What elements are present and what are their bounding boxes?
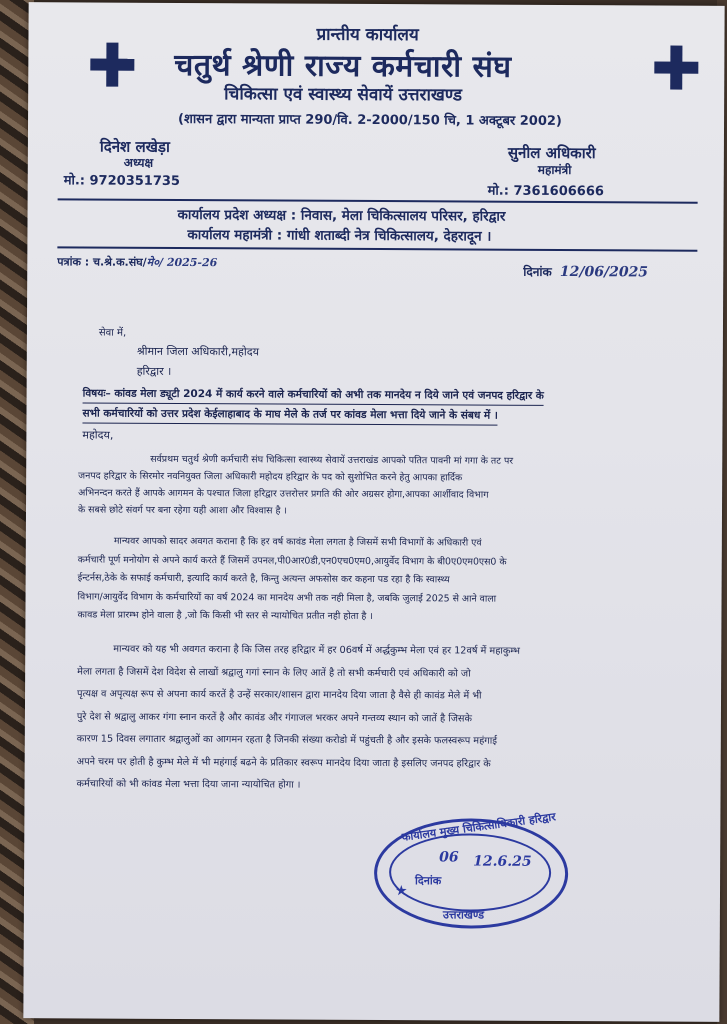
letter-number-label: पत्रांक : च.श्रे.क.संघ/	[57, 255, 147, 269]
org-name: चतुर्थ श्रेणी राज्य कर्मचारी संघ	[174, 47, 512, 85]
secretary-role: महामंत्री	[537, 162, 572, 178]
office-president-address: कार्यालय प्रदेश अध्यक्ष : निवास, मेला चिकित्सालय परिसर, हरिद्वार	[177, 206, 506, 225]
medical-cross-icon-left	[90, 43, 134, 87]
letter-number	[57, 254, 217, 270]
stamp-star-icon: ★	[394, 883, 408, 900]
date-label: दिनांक	[523, 264, 552, 279]
para2-line: कावड मेला प्रारम्भ होने वाला है ,जो कि किसी भी स्तर से न्यायोचित प्रतीत नही होता है ।	[77, 609, 373, 622]
stamp-dinank-label: दिनांक	[415, 874, 442, 888]
para2-line: विभाग/आयुर्वेद विभाग के कर्मचारियों का वर्ष 2024 का मानदेय अभी तक नही मिला है, जबकि जुलाई 2025 से आने वाला	[77, 590, 497, 605]
para1-line: जनपद हरिद्वार के सिरमोर नवनियुक्त जिला अधिकारी महोदय हरिद्वार के पद को सुशोभित करने हेतु आपका हार्दिक	[78, 470, 463, 484]
office-label: प्रान्तीय कार्यालय	[316, 24, 419, 46]
para2-line: ईन्टर्नस,ठेके के सफाई कर्मचारी, इत्यादि कार्य करते है, किन्तु अत्यन्त अफसोस कर कहना पड रहा है कि स्वास्थ्य	[77, 572, 450, 586]
president-mobile: मो.: 9720351735	[63, 173, 181, 189]
para1-line: के सबसे छोटे संवर्ग पर बना रहेगा यही आशा और विश्वास है ।	[77, 504, 288, 517]
receipt-stamp	[374, 810, 569, 929]
secretary-name: सुनील अधिकारी	[507, 143, 596, 163]
subject-line-2: सभी कर्मचारियों को उत्तर प्रदेश केईलाहाबाद के माघ मेले के तर्ज पर कांवड मेला भत्ता दिये जाने के संबध में ।	[82, 404, 497, 425]
paragraph-1	[78, 450, 513, 520]
letter-page	[23, 2, 724, 1022]
org-subtitle: चिकित्सा एवं स्वास्थ्य सेवायें उत्तराखण्ड	[224, 84, 463, 106]
para2-line: कर्मचारी पूर्ण मनोयोग से अपने कार्य करते हैं जिसमें उपनल,पी0आर0डी,एन0एच0एम0,आयुर्वेद विभाग के बी0ए0एम0एस0 के	[77, 553, 507, 568]
para2-line: मान्यवर आपको सादर अवगत कराना है कि हर वर्ष कावंड मेला लगता है जिसमें सभी विभागों के अधिकारी एवं	[113, 535, 482, 549]
paragraph-2	[77, 532, 506, 627]
addressee-place: हरिद्वार ।	[136, 364, 172, 378]
paragraph-3	[77, 638, 521, 798]
letter-number-value: मे०/ 2025-26	[146, 255, 218, 270]
address-divider	[57, 246, 697, 251]
date-value: 12/06/2025	[559, 263, 649, 281]
stamp-received-number: 06	[439, 849, 459, 866]
secretary-mobile: मो.: 7361606666	[487, 183, 604, 200]
stamp-received-date: 12.6.25	[473, 853, 532, 870]
para3-line: कर्मचारियों को भी कांवड मेला भत्ता दिया जाना न्यायोचित होगा ।	[76, 778, 301, 791]
para3-line: कारण 15 दिवस लगातार श्रद्वालुओं का आगमन रहता है जिनकी संख्या करोडो में पहुंचती है और इसके फलस्वरूप महंगाई	[76, 733, 498, 747]
para1-line: अभिनन्दन करते हैं आपके आगमन के पश्चात जिला हरिद्वार उत्तरोत्तर प्रगति की ओर अग्रसर होगा,आपका आर्शीवाद विभाग	[78, 487, 489, 501]
stamp-bottom-text: उत्तराखण्ड	[442, 908, 485, 922]
stamp-inner-ring	[389, 833, 551, 912]
para3-line: मान्यवर को यह भी अवगत कराना है कि जिस तरह हरिद्वार में हर 06वर्ष में अर्द्धकुम्भ मेला एवं हर 12वर्ष में महाकुम्भ	[113, 643, 521, 657]
para3-line: पृत्यक्ष व अपृत्यक्ष रूप से अपना कार्य करतें है उन्हें सरकार/शासन द्वारा मानदेय दिया जाता है वैसे ही कावंड मेले में भी	[77, 688, 482, 702]
addressee: श्रीमान जिला अधिकारी,महोदय	[136, 344, 260, 359]
seva-me: सेवा में,	[98, 327, 127, 339]
recognition-line: (शासन द्वारा मान्यता प्राप्त 290/वि. 2-2000/150 चि, 1 अक्टूबर 2002)	[178, 111, 562, 129]
para3-line: मेला लगता है जिसमें देश विदेश से लाखों श्रद्वालु गगां स्नान के लिए आतें है तो सभी कर्मचारी एवं अधिकारी को जो	[77, 665, 471, 680]
president-name: दिनेश लखेड़ा	[99, 137, 170, 156]
para3-line: पुरे देश से श्रद्वालु आकर गंगा स्नान करतें है और कावंड और गंगाजल भरकर अपने गन्तव्य स्थान को जातें है जिसके	[76, 710, 472, 725]
letter-date	[523, 263, 648, 281]
stamp-arc-text: कार्यालय मुख्य चिकित्साधिकारी हरिद्वार	[401, 810, 557, 844]
para1-line: सर्वप्रथम चतुर्थ श्रेणी कर्मचारी संघ चिकित्सा स्वास्थ्य सेवायें उत्तराखंड आपको पतित पावनी मां गगा के तट पर	[150, 453, 514, 467]
para3-line: अपने चरम पर होती है कुम्भ मेले में भी महंगाई बढने के प्रतिकार स्वरूप मानदेय दिया जाता है इसलिए जनपद हरिद्वार के	[76, 755, 491, 770]
salutation: महोदय,	[82, 428, 114, 442]
subject-line-1: विषयः– कांवड मेला ड्यूटी 2024 में कार्य करने वाले कर्मचारियों को अभी तक मानदेय न दिये जाने एवं जनपद हरिद्वार के	[83, 384, 544, 405]
president-role: अध्यक्ष	[123, 155, 154, 170]
medical-cross-icon-right	[654, 45, 698, 89]
office-secretary-address: कार्यालय महामंत्री : गांधी शताब्दी नेत्र चिकित्सालय, देहरादून ।	[187, 227, 492, 245]
